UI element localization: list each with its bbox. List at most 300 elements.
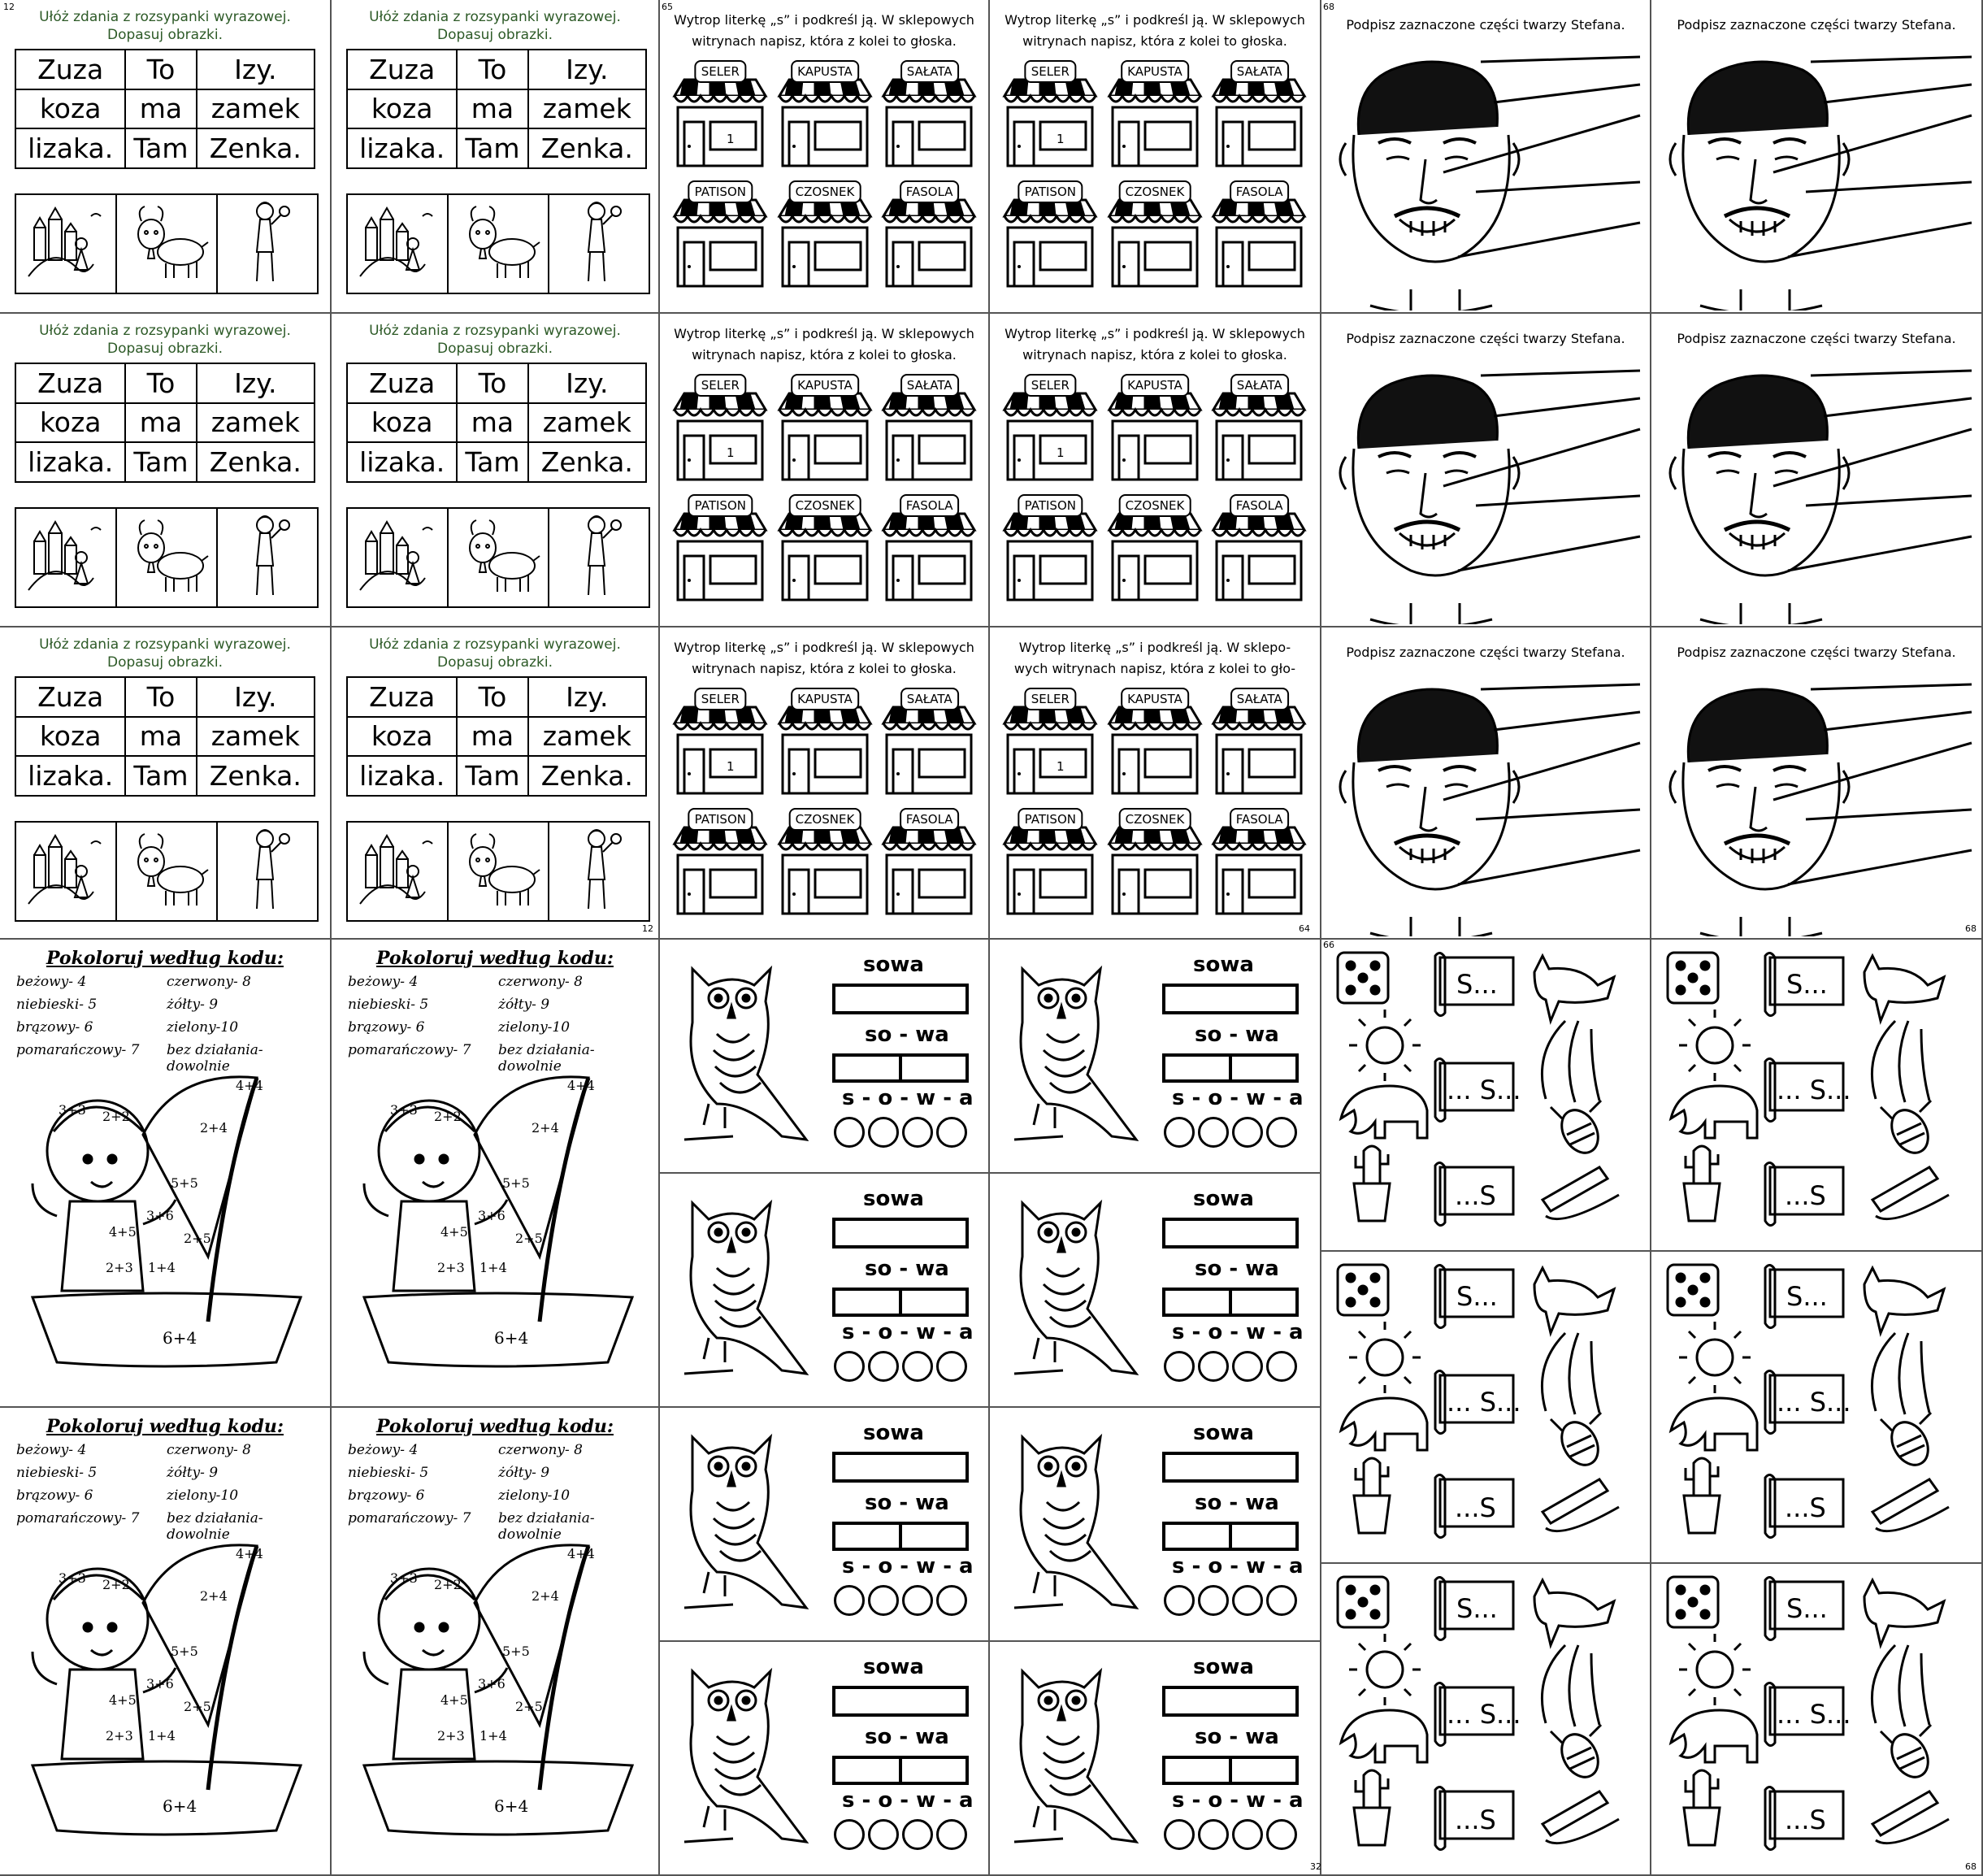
castle-picture (348, 509, 449, 606)
shop (775, 60, 876, 166)
shop (670, 808, 771, 914)
shop (1000, 180, 1101, 286)
owl-card (660, 940, 990, 1174)
instruction (0, 322, 330, 358)
shop-sign: FASOLA (1230, 180, 1290, 203)
color-key-item: czerwony- 8 (167, 974, 251, 990)
s-position-label: ... S... (1777, 1699, 1851, 1730)
letter-circle (936, 1117, 967, 1148)
shop-building-icon (1000, 506, 1100, 601)
sun-icon (1679, 1010, 1751, 1081)
word-cell: Izy. (197, 677, 315, 717)
sum-label: 3+6 (146, 1676, 174, 1691)
sled-icon (1872, 1791, 1949, 1843)
picture-row (346, 821, 650, 922)
color-key-item: bez działania- dowolnie (498, 1042, 595, 1075)
beans-icon (1872, 1021, 1929, 1102)
shop-sign: FASOLA (900, 180, 960, 203)
color-key-item: brązowy- 6 (348, 1019, 425, 1036)
s-position-label: ...S (1785, 1804, 1826, 1835)
beans-icon (1542, 1333, 1599, 1414)
page-number: 12 (642, 923, 653, 934)
beans-icon (1872, 1645, 1929, 1726)
word-cell: Zenka. (528, 756, 646, 796)
word-cell: ma (457, 403, 527, 443)
sentences-card (0, 0, 332, 314)
shop (1208, 688, 1310, 793)
shop-sign: SELER (1025, 688, 1076, 710)
picture-row (346, 193, 650, 294)
instruction (990, 637, 1320, 680)
word-cell: Izy. (528, 677, 646, 717)
syllable-divider (899, 1291, 902, 1314)
shop (1104, 374, 1206, 480)
dice-icon (1668, 953, 1718, 1003)
dice-icon (1338, 1577, 1388, 1627)
s-position-label: ... S... (1777, 1387, 1851, 1418)
letter-circle (868, 1585, 899, 1616)
word-cell: To (125, 363, 196, 403)
letter-circle (936, 1819, 967, 1850)
sum-label: 6+4 (494, 1796, 529, 1816)
word-cell: lizaka. (347, 128, 457, 168)
word-letters: s - o - w - a (842, 1086, 974, 1110)
shop (670, 494, 771, 600)
letter-circle (1198, 1117, 1229, 1148)
word-whole: sowa (1193, 1655, 1254, 1679)
goat-picture (449, 823, 549, 920)
shop (1104, 494, 1206, 600)
s-position-label: S... (1786, 1281, 1828, 1312)
wasp-icon (1881, 1725, 1935, 1783)
shop-grid (670, 60, 980, 286)
sun-icon (1679, 1322, 1751, 1393)
word-box (832, 1686, 969, 1717)
picture-row (346, 507, 650, 608)
coloring-card (0, 940, 332, 1408)
owl-icon (998, 953, 1161, 1156)
shops-card (990, 314, 1321, 628)
picture-row (15, 507, 319, 608)
word-cell: ma (457, 89, 527, 129)
instruction (660, 10, 988, 52)
syllable-divider (899, 1057, 902, 1079)
shop (775, 494, 876, 600)
shop-grid (1000, 688, 1310, 914)
color-key-item: brązowy- 6 (348, 1487, 425, 1504)
word-letters: s - o - w - a (842, 1554, 974, 1579)
shop-sign: KAPUSTA (791, 688, 859, 710)
word-box (1162, 984, 1299, 1014)
word-letters: s - o - w - a (1172, 1554, 1304, 1579)
letter-circle (902, 1117, 933, 1148)
girl-picture (218, 823, 317, 920)
cactus-icon (1354, 1146, 1390, 1221)
letter-circle (868, 1117, 899, 1148)
sentences-card (332, 314, 660, 628)
shop (1208, 180, 1310, 286)
sentences-card (0, 628, 332, 940)
elephant-icon (1671, 1398, 1757, 1450)
sum-label: 3+6 (146, 1208, 174, 1223)
sum-label: 5+5 (502, 1175, 530, 1191)
cactus-icon (1684, 1146, 1720, 1221)
word-letters: s - o - w - a (1172, 1320, 1304, 1344)
face-card (1651, 0, 1983, 314)
page-number: 68 (1965, 923, 1976, 934)
word-cell: lizaka. (347, 442, 457, 482)
letter-circle (834, 1585, 865, 1616)
sum-label: 4+5 (440, 1224, 468, 1240)
word-cell: Izy. (197, 50, 315, 89)
coloring-card (332, 1408, 660, 1876)
instruction (990, 10, 1320, 52)
shop (879, 60, 980, 166)
girl-with-lollipop-icon (549, 823, 647, 917)
face-illustration (1321, 46, 1651, 310)
syllable-boxes (832, 1522, 969, 1551)
syllable-boxes (832, 1756, 969, 1785)
shop-building-icon (775, 819, 875, 915)
sum-label: 2+4 (200, 1120, 228, 1136)
face-card (1651, 314, 1983, 628)
sum-label: 2+5 (184, 1231, 211, 1246)
shop (670, 60, 771, 166)
word-whole: sowa (1193, 1421, 1254, 1445)
word-syllables: so - wa (1195, 1491, 1279, 1515)
word-grid (15, 49, 315, 169)
sun-icon (1349, 1010, 1421, 1081)
instruction-line: Dopasuj obrazki. (437, 341, 553, 357)
sum-label: 3+6 (478, 1208, 506, 1223)
shop-building-icon (1000, 385, 1100, 481)
page-number: 12 (3, 2, 15, 12)
instruction: Podpisz zaznaczone części twarzy Stefana. (1346, 645, 1625, 660)
castle-picture (348, 823, 449, 920)
castle-picture (16, 509, 117, 606)
owl-card (990, 1642, 1321, 1876)
owl-icon (668, 1655, 831, 1858)
instruction-line: Ułóż zdania z rozsypanki wyrazowej. (369, 636, 621, 653)
castle-with-witch-icon (348, 823, 445, 917)
wasp-icon (1881, 1413, 1935, 1471)
owl-card (990, 1408, 1321, 1642)
shop (1104, 808, 1206, 914)
cactus-icon (1354, 1458, 1390, 1533)
dice-icon (1668, 1577, 1718, 1627)
instruction-line: Dopasuj obrazki. (437, 27, 553, 43)
syllable-boxes (1162, 1756, 1299, 1785)
shop-sign: SAŁATA (1230, 688, 1289, 710)
shop-building-icon (670, 192, 770, 288)
instruction (660, 324, 988, 366)
word-cell: To (457, 677, 527, 717)
shop-grid (1000, 374, 1310, 600)
shop (775, 688, 876, 793)
castle-picture (16, 823, 117, 920)
color-key-item: żółty- 9 (167, 1465, 219, 1481)
word-cell: To (457, 50, 527, 89)
word-cell: To (125, 50, 196, 89)
shop-sign: FASOLA (1230, 494, 1290, 517)
shop-sign: FASOLA (1230, 808, 1290, 831)
instruction: Podpisz zaznaczone części twarzy Stefana. (1677, 17, 1956, 33)
sum-label: 3+6 (478, 1676, 506, 1691)
cactus-icon (1354, 1770, 1390, 1845)
word-letters: s - o - w - a (1172, 1086, 1304, 1110)
color-key-item: beżowy- 4 (348, 1442, 419, 1458)
coloring-title: Pokoloruj według kodu: (46, 1416, 284, 1437)
word-letters: s - o - w - a (842, 1320, 974, 1344)
shop-sign: SELER (695, 374, 746, 397)
word-whole: sowa (863, 1655, 924, 1679)
color-key-item: beżowy- 4 (16, 1442, 87, 1458)
sum-label: 5+5 (171, 1644, 198, 1659)
sum-label: 4+4 (236, 1546, 263, 1561)
girl-picture (549, 509, 649, 606)
instruction-line: Wytrop literkę „s” i podkreśl ją. W sklepowych (674, 12, 974, 28)
shop-building-icon (879, 192, 979, 288)
shop-sign: SAŁATA (900, 374, 959, 397)
instruction-line: wych witrynach napisz, która z kolei to gło- (1013, 661, 1296, 676)
word-cell: Tam (457, 442, 527, 482)
wasp-icon (1551, 1413, 1605, 1471)
shop (670, 688, 771, 793)
letter-circle (1232, 1585, 1263, 1616)
shop (879, 808, 980, 914)
letter-circle (1266, 1351, 1297, 1382)
shop-building-icon (1000, 819, 1100, 915)
word-box (832, 1218, 969, 1248)
instruction: Podpisz zaznaczone części twarzy Stefana. (1677, 645, 1956, 660)
syllable-divider (1229, 1759, 1232, 1782)
shop-building-icon (1208, 192, 1309, 288)
word-cell: zamek (528, 403, 646, 443)
letter-circle (1232, 1117, 1263, 1148)
shop-sign: CZOSNEK (789, 808, 861, 831)
letter-circle (868, 1351, 899, 1382)
sum-label: 4+5 (109, 1692, 137, 1708)
word-syllables: so - wa (1195, 1023, 1279, 1047)
girl-with-lollipop-icon (218, 195, 315, 289)
shops-card (990, 0, 1321, 314)
castle-with-witch-icon (16, 509, 114, 603)
instruction-line: Dopasuj obrazki. (107, 654, 223, 671)
sum-label: 2+2 (434, 1577, 462, 1592)
syllable-boxes (1162, 1053, 1299, 1083)
letter-circle (834, 1351, 865, 1382)
owl-icon (998, 1655, 1161, 1858)
shop-building-icon (670, 385, 770, 481)
face-card (1651, 628, 1983, 940)
shop-sign: SAŁATA (900, 688, 959, 710)
face-illustration (1651, 359, 1983, 624)
goat-picture (117, 195, 218, 293)
word-box (1162, 1452, 1299, 1483)
shop (1104, 180, 1206, 286)
shop-sign: KAPUSTA (791, 374, 859, 397)
shop-sign: CZOSNEK (1119, 180, 1191, 203)
sled-icon (1543, 1479, 1619, 1531)
shop (1000, 374, 1101, 480)
color-key-item: beżowy- 4 (16, 974, 87, 990)
page-number: 64 (1299, 923, 1310, 934)
shop-number: 1 (1057, 445, 1065, 460)
shop (879, 374, 980, 480)
letter-circle (1164, 1585, 1195, 1616)
elephant-icon (1341, 1398, 1427, 1450)
s-position-card (1321, 1252, 1651, 1564)
shop-number: 1 (727, 132, 735, 146)
girl-picture (549, 195, 649, 293)
shop (1208, 494, 1310, 600)
word-cell: koza (347, 403, 457, 443)
shop-building-icon (879, 699, 979, 795)
word-cell: lizaka. (15, 756, 125, 796)
s-position-label: ...S (1455, 1804, 1496, 1835)
shop-building-icon (775, 192, 875, 288)
word-cell: Izy. (528, 50, 646, 89)
instruction-line: Wytrop literkę „s” i podkreśl ją. W sklepowych (1005, 12, 1305, 28)
word-cell: Zuza (15, 50, 125, 89)
word-whole: sowa (1193, 1187, 1254, 1211)
color-key (16, 974, 317, 1075)
shop-building-icon (1000, 699, 1100, 795)
shop-sign: KAPUSTA (1121, 374, 1189, 397)
sun-icon (1679, 1634, 1751, 1705)
color-key-item: zielony-10 (498, 1019, 571, 1036)
sum-label: 5+5 (502, 1644, 530, 1659)
sum-label: 3+3 (390, 1102, 418, 1118)
word-grid (15, 676, 315, 797)
shop (879, 494, 980, 600)
shop (1000, 808, 1101, 914)
s-position-card (1651, 1252, 1983, 1564)
color-key-item: czerwony- 8 (498, 1442, 583, 1458)
word-letters: s - o - w - a (842, 1788, 974, 1813)
syllable-boxes (832, 1288, 969, 1317)
instruction-line: Ułóż zdania z rozsypanki wyrazowej. (39, 323, 291, 339)
syllable-divider (1229, 1525, 1232, 1548)
owl-icon (668, 953, 831, 1156)
s-position-label: ... S... (1447, 1075, 1521, 1105)
fox-icon (1534, 1580, 1614, 1645)
color-key-item: czerwony- 8 (498, 974, 583, 990)
sum-label: 3+3 (59, 1102, 86, 1118)
letter-circle (1164, 1351, 1195, 1382)
goat-picture (117, 823, 218, 920)
shop-building-icon (775, 385, 875, 481)
word-cell: Zuza (15, 363, 125, 403)
beans-icon (1542, 1021, 1599, 1102)
shop-building-icon (1104, 385, 1205, 481)
instruction: Podpisz zaznaczone części twarzy Stefana. (1346, 17, 1625, 33)
word-cell: Tam (125, 442, 196, 482)
word-cell: koza (15, 89, 125, 129)
instruction-line: Ułóż zdania z rozsypanki wyrazowej. (39, 636, 291, 653)
girl-picture (549, 823, 649, 920)
shop-number: 1 (727, 759, 735, 774)
shop-sign: PATISON (1018, 494, 1083, 517)
s-position-label: S... (1456, 969, 1498, 1000)
beans-icon (1872, 1333, 1929, 1414)
shop-building-icon (1208, 506, 1309, 601)
shop-building-icon (1104, 192, 1205, 288)
shop-building-icon (1104, 506, 1205, 601)
shop-sign: FASOLA (900, 808, 960, 831)
word-cell: lizaka. (347, 756, 457, 796)
color-key-item: żółty- 9 (167, 997, 219, 1013)
letter-circle (1266, 1819, 1297, 1850)
shop-sign: PATISON (688, 180, 753, 203)
shops-card (990, 628, 1321, 940)
letter-circle (1266, 1585, 1297, 1616)
word-cell: zamek (197, 403, 315, 443)
letter-circle (936, 1351, 967, 1382)
elephant-icon (1671, 1086, 1757, 1138)
fox-icon (1864, 1268, 1944, 1333)
word-cell: Izy. (528, 363, 646, 403)
shop-sign: KAPUSTA (1121, 688, 1189, 710)
word-cell: ma (125, 717, 196, 757)
word-cell: koza (347, 89, 457, 129)
word-letters: s - o - w - a (1172, 1788, 1304, 1813)
word-cell: zamek (528, 89, 646, 129)
word-cell: Tam (457, 128, 527, 168)
sled-icon (1872, 1479, 1949, 1531)
word-syllables: so - wa (1195, 1725, 1279, 1749)
instruction (0, 8, 330, 44)
coloring-title: Pokoloruj według kodu: (46, 948, 284, 969)
shop (775, 808, 876, 914)
instruction-line: Wytrop literkę „s” i podkreśl ją. W sklepo- (1018, 640, 1291, 655)
word-whole: sowa (863, 1421, 924, 1445)
shop (775, 180, 876, 286)
word-cell: Zenka. (528, 128, 646, 168)
instruction-line: witrynach napisz, która z kolei to głoska. (692, 661, 957, 676)
face-illustration (1651, 46, 1983, 310)
word-cell: zamek (197, 89, 315, 129)
word-syllables: so - wa (865, 1257, 949, 1281)
sum-label: 1+4 (148, 1260, 176, 1275)
word-cell: lizaka. (15, 128, 125, 168)
shop-building-icon (775, 506, 875, 601)
instruction-line: Dopasuj obrazki. (107, 341, 223, 357)
s-position-card (1321, 940, 1651, 1252)
sum-label: 2+3 (106, 1260, 133, 1275)
color-key (348, 974, 649, 1075)
castle-with-witch-icon (348, 195, 445, 289)
coloring-card (0, 1408, 332, 1876)
sum-label: 2+4 (532, 1588, 559, 1604)
word-cell: Zuza (347, 677, 457, 717)
shop-building-icon (1208, 699, 1309, 795)
sun-icon (1349, 1634, 1421, 1705)
sum-label: 2+3 (106, 1728, 133, 1744)
word-cell: Tam (125, 128, 196, 168)
shop-sign: CZOSNEK (789, 494, 861, 517)
letter-circle (1232, 1819, 1263, 1850)
sled-icon (1543, 1167, 1619, 1219)
sum-label: 2+3 (437, 1728, 465, 1744)
shop-sign: CZOSNEK (789, 180, 861, 203)
face-illustration (1321, 673, 1651, 936)
dice-icon (1338, 953, 1388, 1003)
word-grid (346, 49, 647, 169)
color-key-item: zielony-10 (167, 1487, 239, 1504)
shop-number: 1 (1057, 759, 1065, 774)
wasp-icon (1551, 1725, 1605, 1783)
